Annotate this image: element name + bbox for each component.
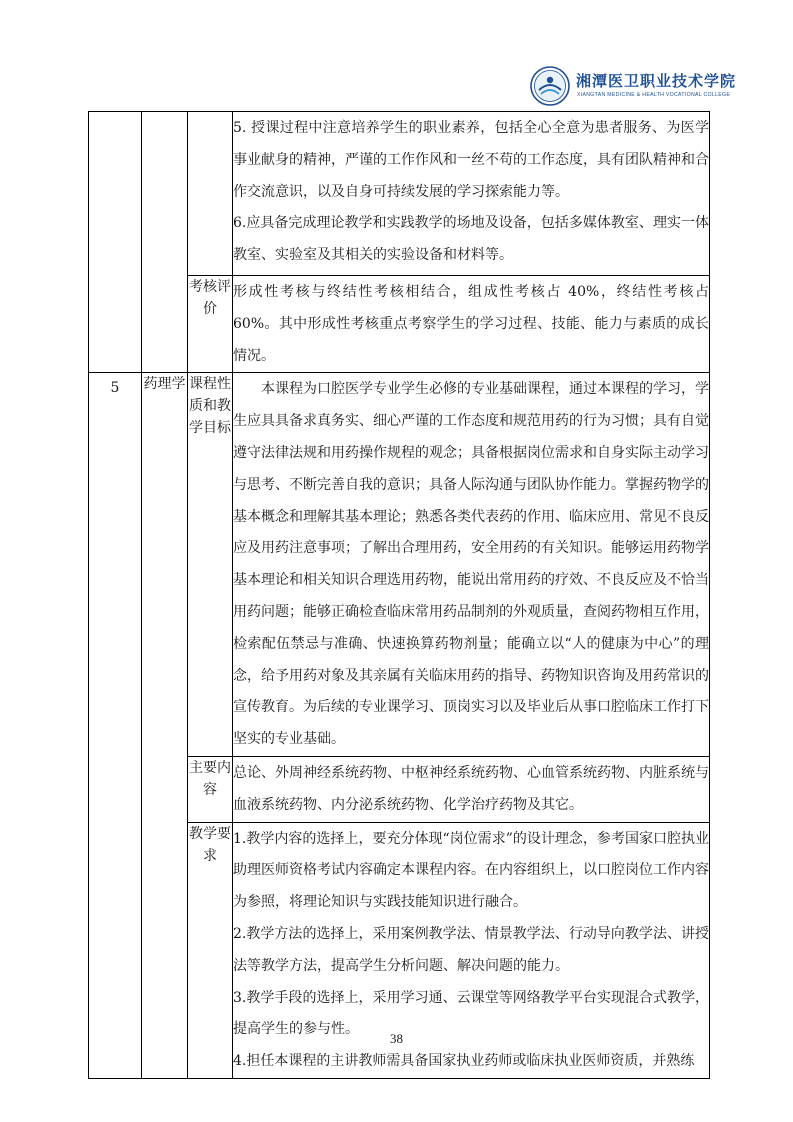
number-cell-empty: [89, 112, 142, 373]
teaching-req-item-3: 3.教学手段的选择上，采用学习通、云课堂等网络教学平台实现混合式教学，提高学生的参与性。: [233, 989, 709, 1038]
prev-teaching-req-item-6: 6.应具备完成理论教学和实践教学的场地及设备，包括多媒体教室、理实一体教室、实验室及其相关的实验设备和材料等。: [233, 215, 709, 264]
teaching-req-item-1: 1.教学内容的选择上，要充分体现“岗位需求”的设计理念，参考国家口腔执业助理医师资格考试内容确定本课程内容。在内容组织上，以口腔岗位工作内容为参照，将理论知识与实践技能知识进行融合。: [233, 830, 709, 911]
assessment-label: 考核评价: [188, 276, 233, 373]
nature-text: 本课程为口腔医学专业学生必修的专业基础课程，通过本课程的学习，学生应具具备求真务实、细心严谨的工作态度和规范用药的行为习惯；具有自觉遵守法律法规和用药操作规程的观念；具备根据岗位需求和自身实际主动学习与思考、不断完善自我的意识；具备人际沟通与团队协作能力。掌握药物学的基本概念和理解其基本理论；熟悉各类代表药的作用、临床应用、常见不良反应及用药注意事项；了解出合理用药，安全用药的有关知识。能够运用药物学基本理论和相关知识合理选用药物，能说出常用药的疗效、不良反应及不恰当用药问题；能够正确检查临床常用药品制剂的外观质量，查阅药物相互作用，检索配伍禁忌与准确、快速换算药物剂量；能确立以“人的健康为中心”的理念，给予用药对象及其亲属有关临床用药的指导、药物知识咨询及用药常识的宣传教育。为后续的专业课学习、顶岗实习以及毕业后从事口腔临床工作打下坚实的专业基础。: [233, 373, 710, 757]
name-cell-empty: [142, 112, 188, 373]
content-text: 总论、外周神经系统药物、中枢神经系统药物、心血管系统药物、内脏系统与血液系统药物、内分泌系统药物、化学治疗药物及其它。: [233, 756, 710, 822]
table-row: [89, 112, 710, 276]
logo-chinese-name: 湘潭医卫职业技术学院: [576, 72, 737, 90]
assessment-text: 形成性考核与终结性考核相结合，组成性考核占 40%，终结性考核占 60%。其中形成性考核重点考察学生的学习过程、技能、能力与素质的成长情况。: [233, 276, 710, 373]
college-emblem-icon: [530, 66, 570, 106]
teaching-req-item-2: 2.教学方法的选择上，采用案例教学法、情景教学法、行动导向教学法、讲授法等教学方法，提高学生分析问题、解决问题的能力。: [233, 925, 709, 974]
course-table: [88, 111, 710, 1079]
label-cell-empty: [188, 112, 233, 276]
content-label: 主要内容: [188, 756, 233, 822]
prev-teaching-req-cell: [233, 112, 710, 276]
page-header: [0, 0, 793, 112]
page-number: 38: [390, 1031, 403, 1046]
prev-teaching-req-item-5: 5. 授课过程中注意培养学生的职业素养，包括全心全意为患者服务、为医学事业献身的精神，严谨的工作作风和一丝不苟的工作态度，具有团队精神和合作交流意识，以及自身可持续发展的学习探索能力等。: [233, 120, 709, 200]
teaching-req-item-4: 4.担任本课程的主讲教师需具备国家执业药师或临床执业医师资质，并熟练: [233, 1053, 695, 1070]
table-row: [89, 373, 710, 757]
nature-label: 课程性质和教学目标: [188, 373, 233, 757]
teaching-label: 教学要求: [188, 822, 233, 1078]
logo-english-name: XIANGTAN MEDICINE & HEALTH VOCATIONAL COLLEGE: [577, 92, 731, 98]
course-number: 5: [89, 373, 142, 1079]
course-name: 药理学: [142, 373, 188, 1079]
